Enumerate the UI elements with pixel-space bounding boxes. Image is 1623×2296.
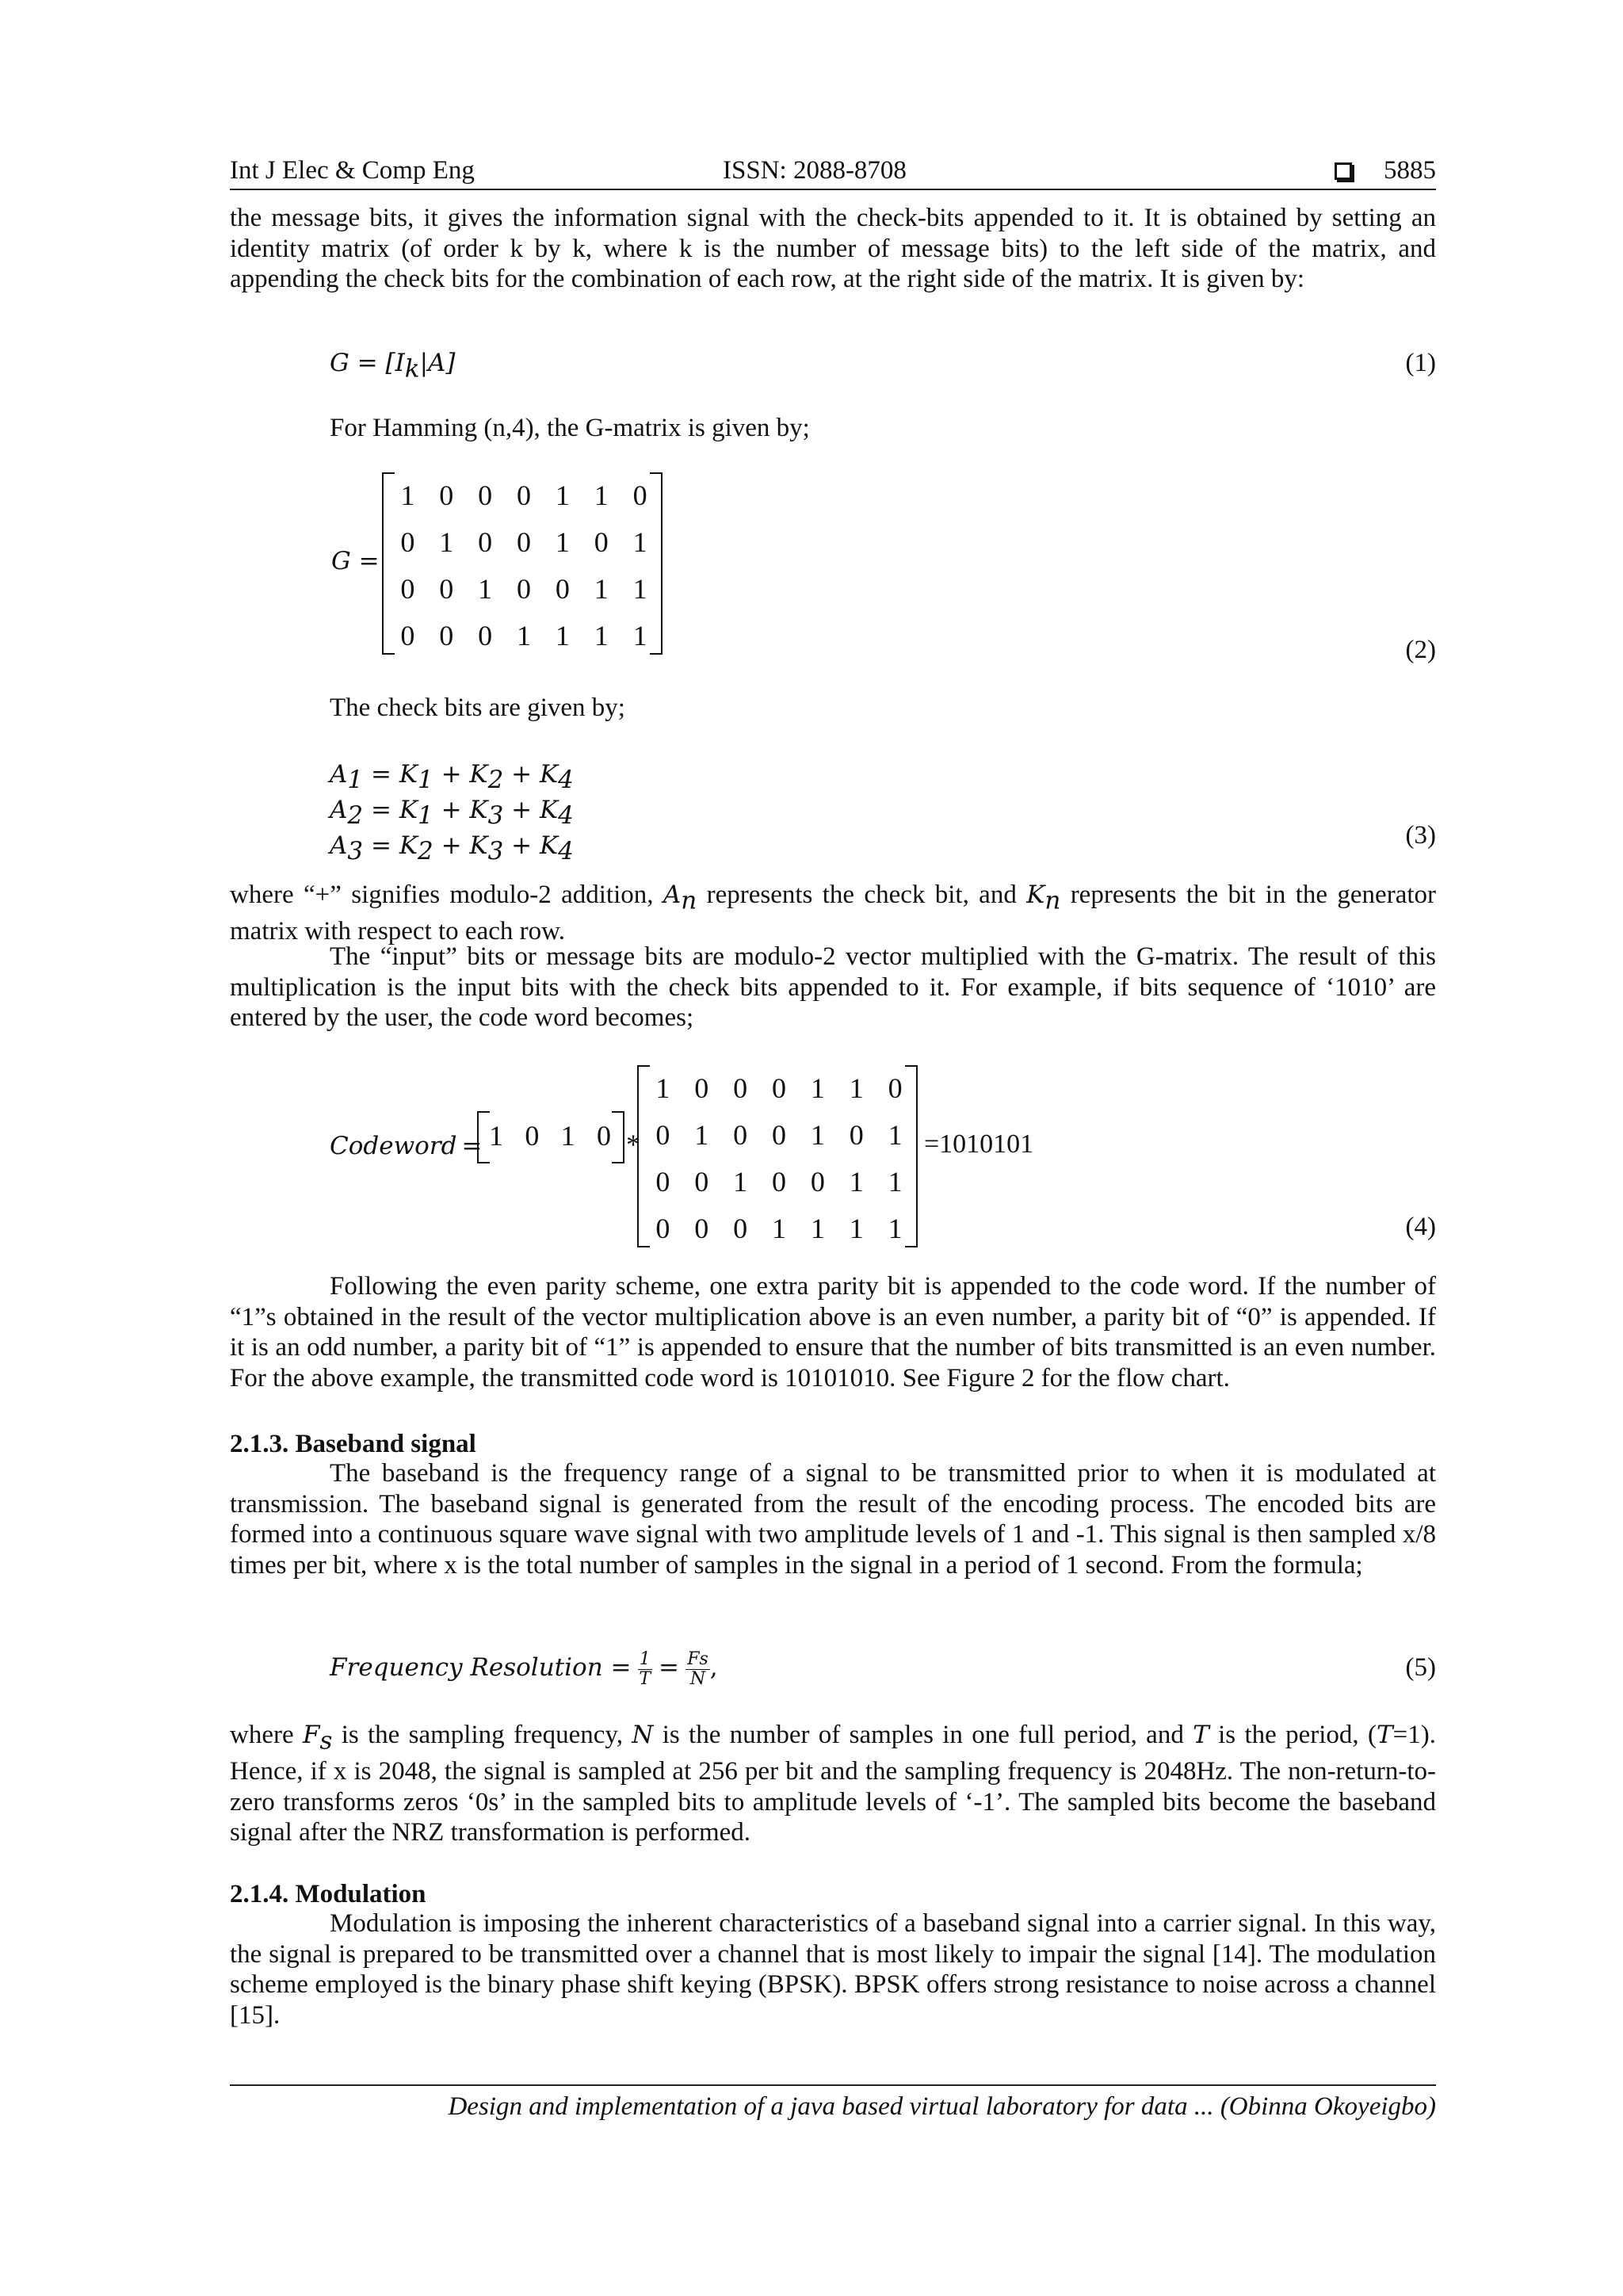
paragraph-sampling: where $F_s$ is the sampling frequency, N is the number of samples in one full period, and T is the period, (T=1). Hence, if x is 2048, the signal is sampled at 256 per bit and the sampling frequency is 2048Hz. The non-return-to-zero transforms zeros ‘0s’ in the sampled bits to amplitude levels of ‘-1’. The sampled bits become the baseband signal after the NRZ transformation is performed. <box>230 1721 1436 1847</box>
matrix-cell: 1 <box>849 1166 864 1198</box>
matrix-cell: 0 <box>772 1072 786 1104</box>
matrix-cell: 0 <box>655 1213 670 1244</box>
section-heading-modulation: 2.1.4. Modulation <box>230 1880 426 1908</box>
matrix-cell: 1 <box>655 1072 670 1104</box>
square-icon <box>1335 162 1352 180</box>
vector-right-bracket <box>612 1111 624 1163</box>
matrix-cell: 0 <box>733 1072 748 1104</box>
matrix-cell: 1 <box>888 1119 903 1151</box>
vector-cell: 0 <box>596 1120 611 1152</box>
footer-citation: Design and implementation of a java based virtual laboratory for data ... (Obinna Okoyeigbo) <box>448 2092 1436 2121</box>
codeword-result: =1010101 <box>924 1129 1034 1159</box>
matrix-cell: 1 <box>517 620 531 651</box>
matrix-cell: 0 <box>400 573 415 605</box>
paragraph-intro: the message bits, it gives the information signal with the check-bits appended to it. It is obtained by setting an identity matrix (of order k by k, where k is the number of message bits) to the left side of the matrix, and appending the check bits for the combination of each row, at the right side of the matrix. It is given by: <box>230 204 1436 293</box>
matrix-cell: 0 <box>888 1072 903 1104</box>
hamming-intro: For Hamming (n,4), the G-matrix is given by; <box>330 414 810 442</box>
matrix-cell: 0 <box>694 1213 709 1244</box>
equation-number-5: (5) <box>1405 1653 1436 1682</box>
matrix-cell: 1 <box>810 1072 825 1104</box>
matrix-cell: 0 <box>555 573 570 605</box>
matrix-cell: 1 <box>439 526 454 558</box>
check-bit-equation: $A_1 = K_1 + K_2 + K_4$ <box>330 760 574 795</box>
g-matrix-label: G = <box>331 547 380 575</box>
matrix-cell: 0 <box>400 526 415 558</box>
message-vector <box>482 1113 618 1159</box>
matrix-cell: 0 <box>772 1119 786 1151</box>
matrix-row <box>388 472 659 519</box>
matrix-cell: 1 <box>694 1119 709 1151</box>
section-heading-baseband: 2.1.3. Baseband signal <box>230 1430 476 1458</box>
matrix-cell: 0 <box>594 526 609 558</box>
matrix-cell: 0 <box>400 620 415 651</box>
codeword-g-matrix <box>643 1065 915 1252</box>
vector-cell: 1 <box>489 1120 503 1152</box>
check-bit-equation: $A_2 = K_1 + K_3 + K_4$ <box>330 796 574 831</box>
matrix-cell: 1 <box>555 479 570 511</box>
matrix-cell: 0 <box>694 1166 709 1198</box>
matrix-cell: 0 <box>478 620 493 651</box>
matrix-cell: 1 <box>632 573 647 605</box>
matrix-cell: 0 <box>632 479 647 511</box>
matrix-row <box>643 1112 915 1159</box>
matrix-cell: 0 <box>439 573 454 605</box>
issn: ISSN: 2088-8708 <box>723 156 907 185</box>
matrix-cell: 1 <box>555 526 570 558</box>
matrix-cell: 1 <box>594 573 609 605</box>
paragraph-input-bits: The “input” bits or message bits are modulo-2 vector multiplied with the G-matrix. The result of this multiplication is the input bits with the check bits appended to it. For example, if bits sequence of ‘1010’ are entered by the user, the code word becomes; <box>230 942 1436 1032</box>
header-rule <box>230 189 1436 190</box>
matrix-cell: 0 <box>694 1072 709 1104</box>
vector-cell: 1 <box>560 1120 575 1152</box>
page-number-group <box>1335 155 1436 186</box>
paragraph-modulo: where “+” signifies modulo-2 addition, $A_n$ represents the check bit, and $K_n$ represents the bit in the generator matrix with respect to each row. <box>230 881 1436 946</box>
matrix-cell: 1 <box>400 479 415 511</box>
matrix-cell: 1 <box>478 573 493 605</box>
equation-number-4: (4) <box>1405 1213 1436 1241</box>
matrix-cell: 1 <box>888 1166 903 1198</box>
equation-number-1: (1) <box>1405 349 1436 377</box>
paragraph-parity: Following the even parity scheme, one extra parity bit is appended to the code word. If the number of “1”s obtained in the result of the vector multiplication above is an even number, a parity bit of “0” is appended. If it is an odd number, a parity bit of “1” is appended to ensure that the number of bits transmitted is an even number. For the above example, the transmitted code word is 10101010. See Figure 2 for the flow chart. <box>230 1272 1436 1392</box>
matrix-cell: 1 <box>810 1213 825 1244</box>
g-matrix <box>388 472 659 659</box>
matrix-cell: 0 <box>439 479 454 511</box>
matrix-cell: 0 <box>517 526 531 558</box>
matrix-row <box>643 1159 915 1205</box>
matrix-cell: 1 <box>632 620 647 651</box>
check-bit-equation: $A_3 = K_2 + K_3 + K_4$ <box>330 831 574 866</box>
matrix-cell: 1 <box>772 1213 786 1244</box>
equation-1: $G = [I_k|A]$ <box>330 349 456 384</box>
matrix-cell: 0 <box>849 1119 864 1151</box>
matrix-cell: 0 <box>772 1166 786 1198</box>
matrix-cell: 1 <box>733 1166 748 1198</box>
matrix-row <box>388 566 659 613</box>
matrix-cell: 1 <box>555 620 570 651</box>
matrix-cell: 0 <box>439 620 454 651</box>
vector-cell: 0 <box>525 1120 540 1152</box>
matrix-cell: 0 <box>478 526 493 558</box>
matrix-cell: 1 <box>849 1072 864 1104</box>
matrix-cell: 1 <box>594 479 609 511</box>
matrix-cell: 1 <box>632 526 647 558</box>
matrix-cell: 0 <box>517 479 531 511</box>
equation-number-2: (2) <box>1405 636 1436 664</box>
page-number: 5885 <box>1384 156 1436 185</box>
equation-3 <box>330 759 574 867</box>
matrix-row <box>643 1065 915 1112</box>
matrix-cell: 1 <box>594 620 609 651</box>
matrix-cell: 0 <box>655 1119 670 1151</box>
matrix-cell: 0 <box>810 1166 825 1198</box>
codeword-label: Codeword = <box>330 1132 483 1160</box>
equation-number-3: (3) <box>1405 821 1436 850</box>
paragraph-modulation: Modulation is imposing the inherent characteristics of a baseband signal into a carrier signal. In this way, the signal is prepared to be transmitted over a channel that is most likely to impair the signal [14]. The modulation scheme employed is the binary phase shift keying (BPSK). BPSK offers strong resistance to noise across a channel [15]. <box>230 1909 1436 2030</box>
matrix-cell: 1 <box>888 1213 903 1244</box>
multiply-star: * <box>626 1129 640 1160</box>
paragraph-baseband: The baseband is the frequency range of a signal to be transmitted prior to when it is modulated at transmission. The baseband signal is generated from the result of the encoding process. The encoded bits are formed into a continuous square wave signal with two amplitude levels of 1 and -1. This signal is then sampled x/8 times per bit, where x is the total number of samples in the signal in a period of 1 second. From the formula; <box>230 1459 1436 1580</box>
matrix-row <box>388 613 659 659</box>
matrix-row <box>388 519 659 566</box>
matrix-cell: 0 <box>478 479 493 511</box>
matrix-cell: 0 <box>733 1213 748 1244</box>
check-intro: The check bits are given by; <box>330 693 625 722</box>
matrix-cell: 1 <box>849 1213 864 1244</box>
matrix-cell: 0 <box>517 573 531 605</box>
journal-name: Int J Elec & Comp Eng <box>230 156 475 185</box>
matrix-cell: 1 <box>810 1119 825 1151</box>
footer-rule <box>230 2084 1436 2086</box>
equation-5: Frequency Resolution = $\frac{1}{T}$ = $\frac{Fs}{N}$ , <box>330 1649 718 1689</box>
matrix-cell: 0 <box>655 1166 670 1198</box>
matrix-cell: 0 <box>733 1119 748 1151</box>
matrix-row <box>643 1205 915 1252</box>
